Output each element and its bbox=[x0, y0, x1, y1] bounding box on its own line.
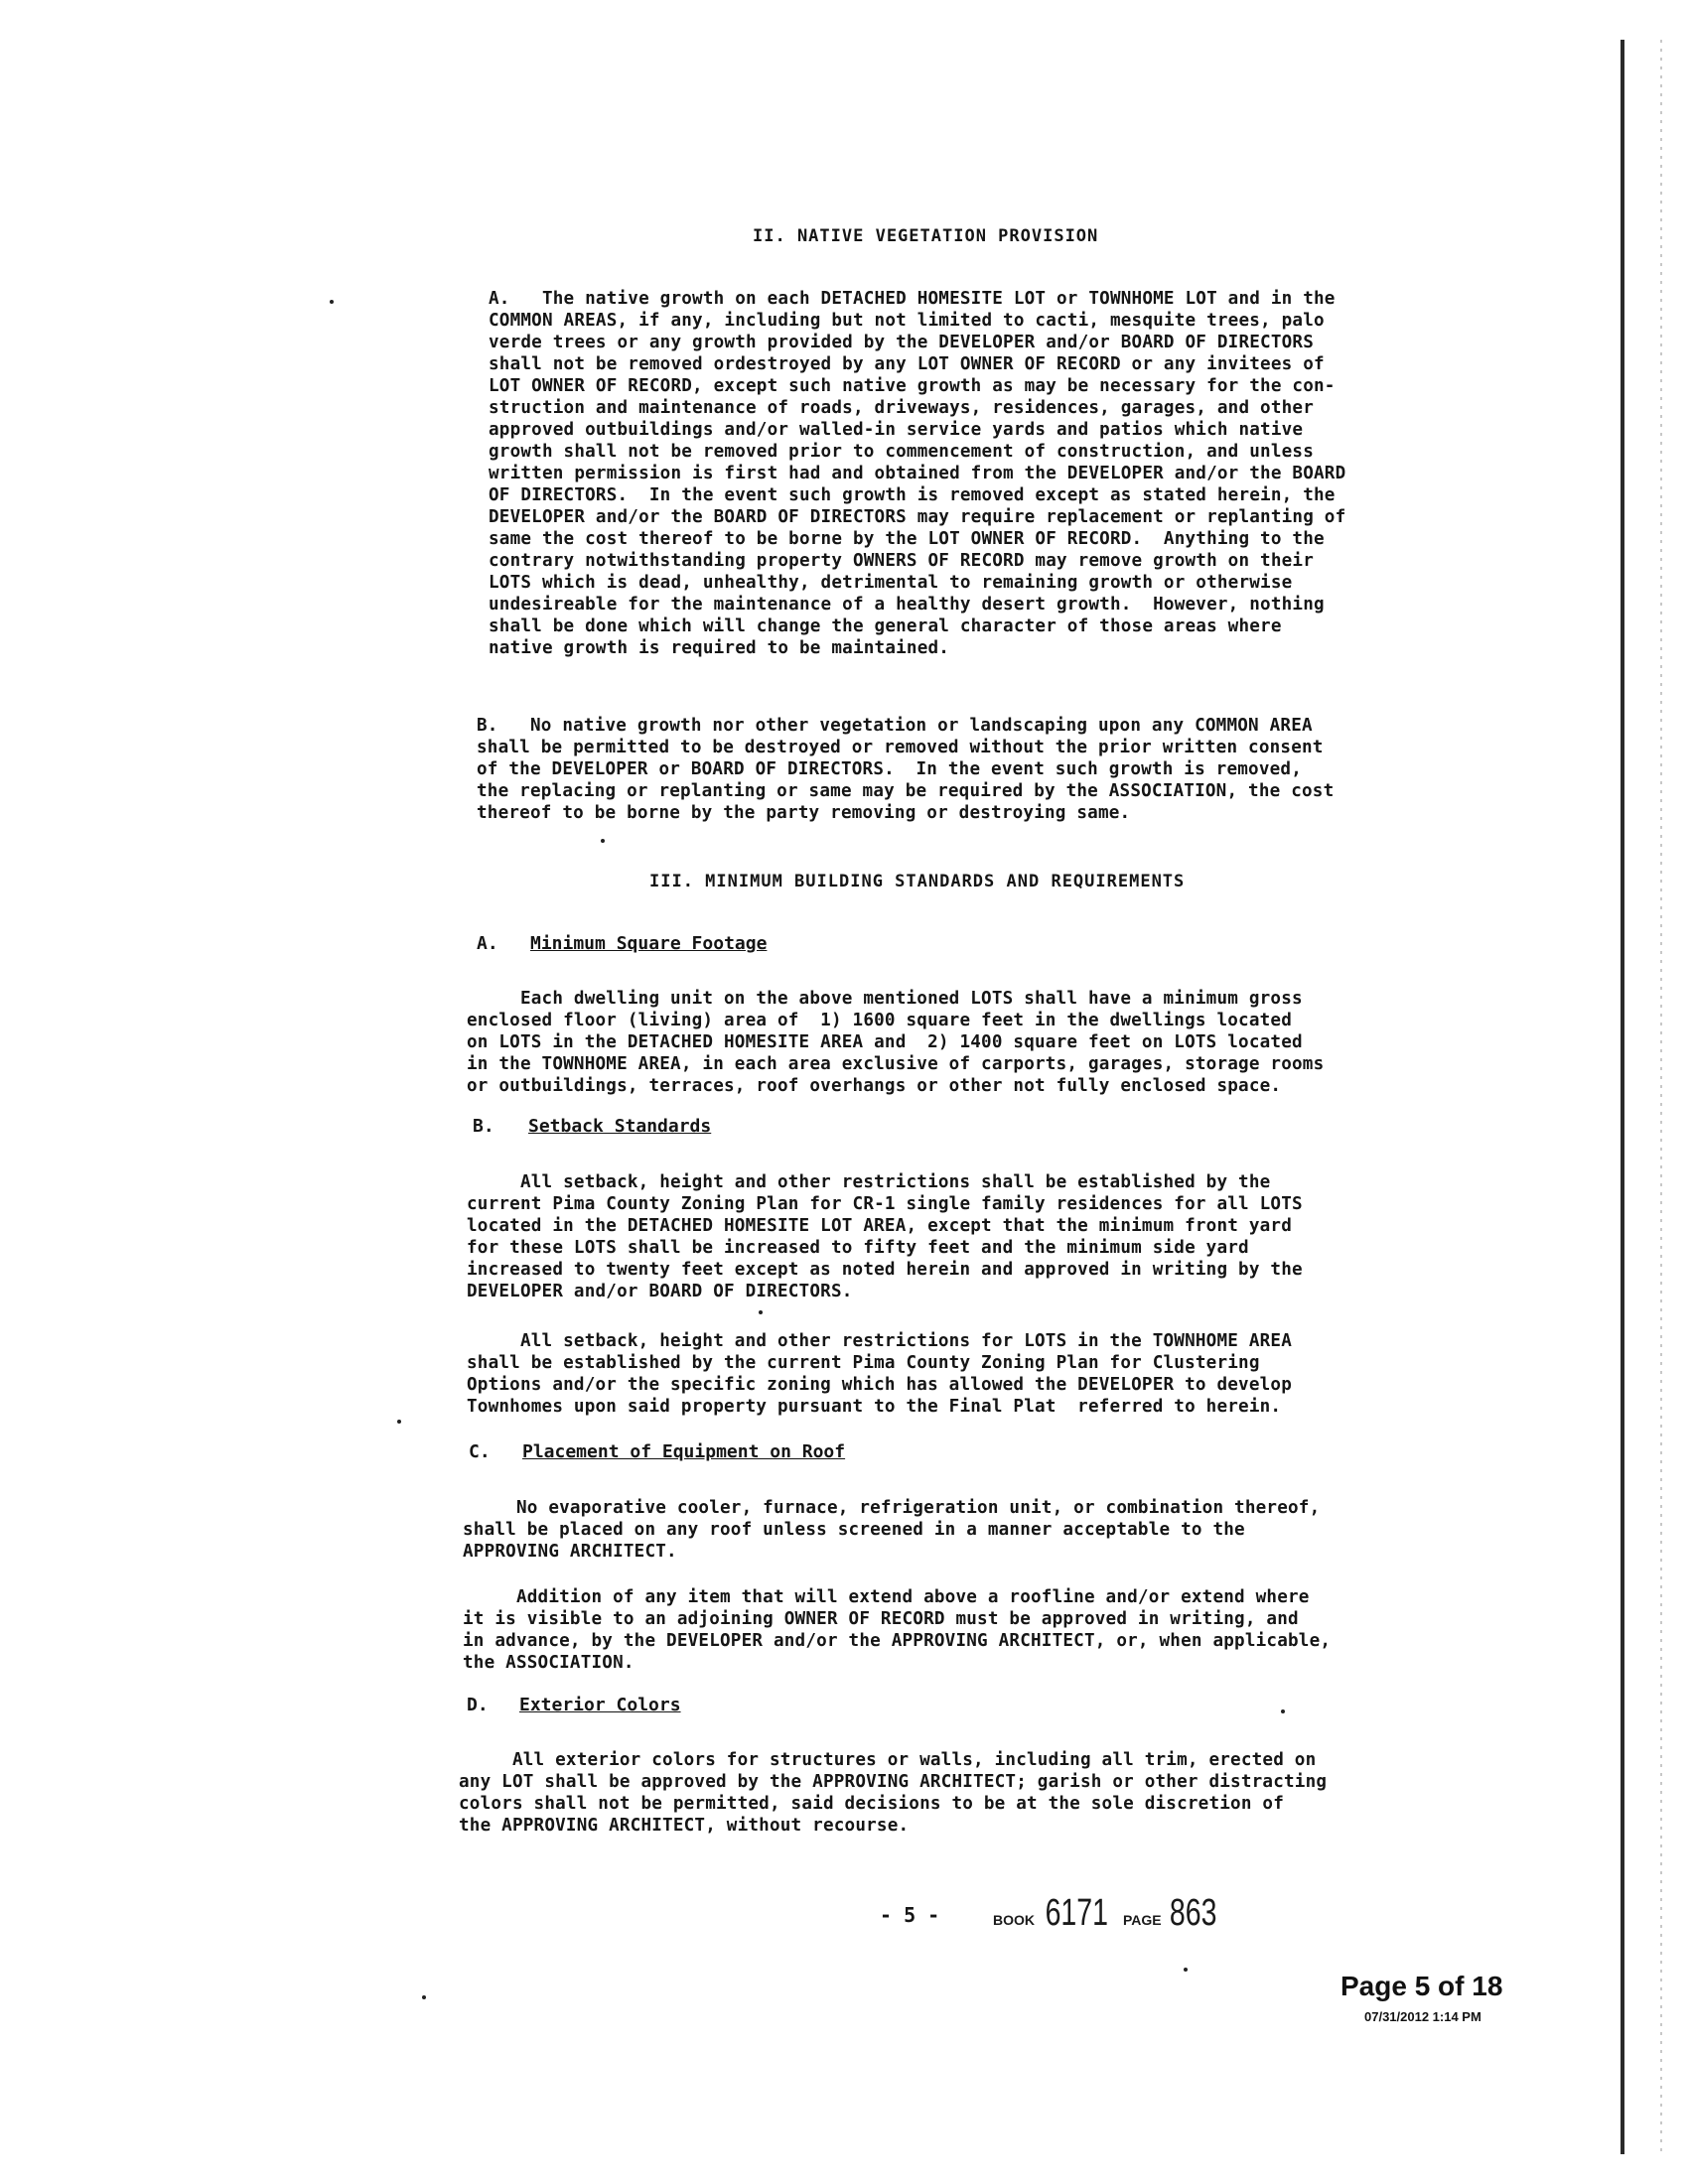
scan-speck bbox=[1281, 1709, 1285, 1713]
book-label: BOOK bbox=[993, 1912, 1035, 1928]
scan-speck bbox=[422, 1995, 426, 1999]
scan-speck bbox=[397, 1420, 401, 1424]
subsection-c-text-1: No evaporative cooler, furnace, refrigeration unit, or combination thereof, shall be placed on any roof unless screened in a manner acceptable to the APPROVING ARCHITECT. bbox=[463, 1498, 1321, 1562]
subsection-b-text-1: All setback, height and other restrictions shall be established by the current Pima County Zoning Plan for CR-1 single family residences for all LOTS located in the DETACHED HOMESITE LOT AREA, except that the minimum front yard for these LOTS shall be increased to fifty feet and the minimum side yard increased to twenty feet except as noted herein and approved in writing by the DEVELOPER and/or BOARD OF DIRECTORS. bbox=[467, 1172, 1303, 1301]
scan-edge-dots bbox=[1660, 40, 1662, 2154]
scan-speck bbox=[1184, 1968, 1188, 1972]
subsection-d-title: Exterior Colors bbox=[519, 1695, 681, 1715]
section-ii-heading: II. NATIVE VEGETATION PROVISION bbox=[753, 226, 1099, 246]
section-ii-paragraph-b: B. No native growth nor other vegetation or landscaping upon any COMMON AREA shall be permitted to be destroyed or removed without the prior written consent of the DEVELOPER or BOARD OF DIRECTORS. In the event such growth is removed, the replacing or replanting or same may be required by the ASSOCIATION, the cost thereof to be borne by the party removing or destroying same. bbox=[477, 716, 1335, 823]
scan-edge-line bbox=[1621, 40, 1624, 2154]
book-page-reference bbox=[993, 1892, 1224, 1935]
subsection-c-title: Placement of Equipment on Roof bbox=[522, 1441, 846, 1462]
scan-speck bbox=[601, 839, 605, 843]
subsection-d-letter: D. bbox=[467, 1695, 489, 1715]
subsection-c-letter: C. bbox=[469, 1441, 491, 1462]
section-iii-heading: III. MINIMUM BUILDING STANDARDS AND REQUIREMENTS bbox=[649, 872, 1186, 891]
subsection-d-text: All exterior colors for structures or walls, including all trim, erected on any LOT shall be approved by the APPROVING ARCHITECT; garish or other distracting colors shall not be permitted, said decisions to be at the sole discretion of the APPROVING ARCHITECT, without recourse. bbox=[459, 1750, 1328, 1836]
subsection-a-title: Minimum Square Footage bbox=[530, 933, 768, 954]
page-ref-number: 863 bbox=[1169, 1892, 1217, 1934]
book-number: 6171 bbox=[1045, 1892, 1108, 1934]
subsection-c-text-2: Addition of any item that will extend above a roofline and/or extend where it is visible to an adjoining OWNER OF RECORD must be approved in writing, and in advance, by the DEVELOPER and/or the APPROVING ARCHITECT, or, when applicable, the ASSOCIATION. bbox=[463, 1587, 1332, 1673]
scan-speck bbox=[759, 1310, 763, 1314]
page-label: PAGE bbox=[1123, 1912, 1162, 1928]
page-number: - 5 - bbox=[880, 1903, 940, 1927]
page-of-stamp: Page 5 of 18 bbox=[1340, 1971, 1503, 2001]
subsection-b-text-2: All setback, height and other restrictions for LOTS in the TOWNHOME AREA shall be established by the current Pima County Zoning Plan for Clustering Options and/or the specific zoning which has allowed the DEVELOPER to develop Townhomes upon said property pursuant to the Final Plat referred to herein. bbox=[467, 1331, 1293, 1417]
subsection-b-letter: B. bbox=[473, 1116, 494, 1137]
timestamp-stamp: 07/31/2012 1:14 PM bbox=[1364, 2009, 1481, 2024]
subsection-b-title: Setback Standards bbox=[528, 1116, 712, 1137]
scan-speck bbox=[330, 300, 334, 304]
subsection-a-text: Each dwelling unit on the above mentioned LOTS shall have a minimum gross enclosed floor (living) area of 1) 1600 square feet in the dwellings located on LOTS in the DETACHED HOMESITE AREA and 2) 1400 square feet on LOTS located in the TOWNHOME AREA, in each area exclusive of carports, garages, storage rooms or outbuildings, terraces, roof overhangs or other not fully enclosed space. bbox=[467, 989, 1325, 1096]
section-ii-paragraph-a: A. The native growth on each DETACHED HOMESITE LOT or TOWNHOME LOT and in the COMMON AREAS, if any, including but not limited to cacti, mesquite trees, palo verde trees or any growth provided by the DEVELOPER and/or BOARD OF DIRECTORS shall not be removed ordestroyed by any LOT OWNER OF RECORD or any invitees of LOT OWNER OF RECORD, except such native growth as may be necessary for the con- struction and maintenance of roads, driveways, residences, garages, and other approved outbuildings and/or walled-in service yards and patios which native growth shall not be removed prior to commencement of construction, and unless written permission is first had and obtained from the DEVELOPER and/or the BOARD OF DIRECTORS. In the event such growth is removed except as stated herein, the DEVELOPER and/or the BOARD OF DIRECTORS may require replacement or replanting of same the cost thereof to be borne by the LOT OWNER OF RECORD. Anything to the contrary notwithstanding property OWNERS OF RECORD may remove growth on their LOTS which is dead, unhealthy, detrimental to remaining growth or otherwise undesireable for the maintenance of a healthy desert growth. However, nothing shall be done which will change the general character of those areas where native growth is required to be maintained. bbox=[489, 289, 1346, 658]
subsection-a-letter: A. bbox=[477, 933, 498, 954]
